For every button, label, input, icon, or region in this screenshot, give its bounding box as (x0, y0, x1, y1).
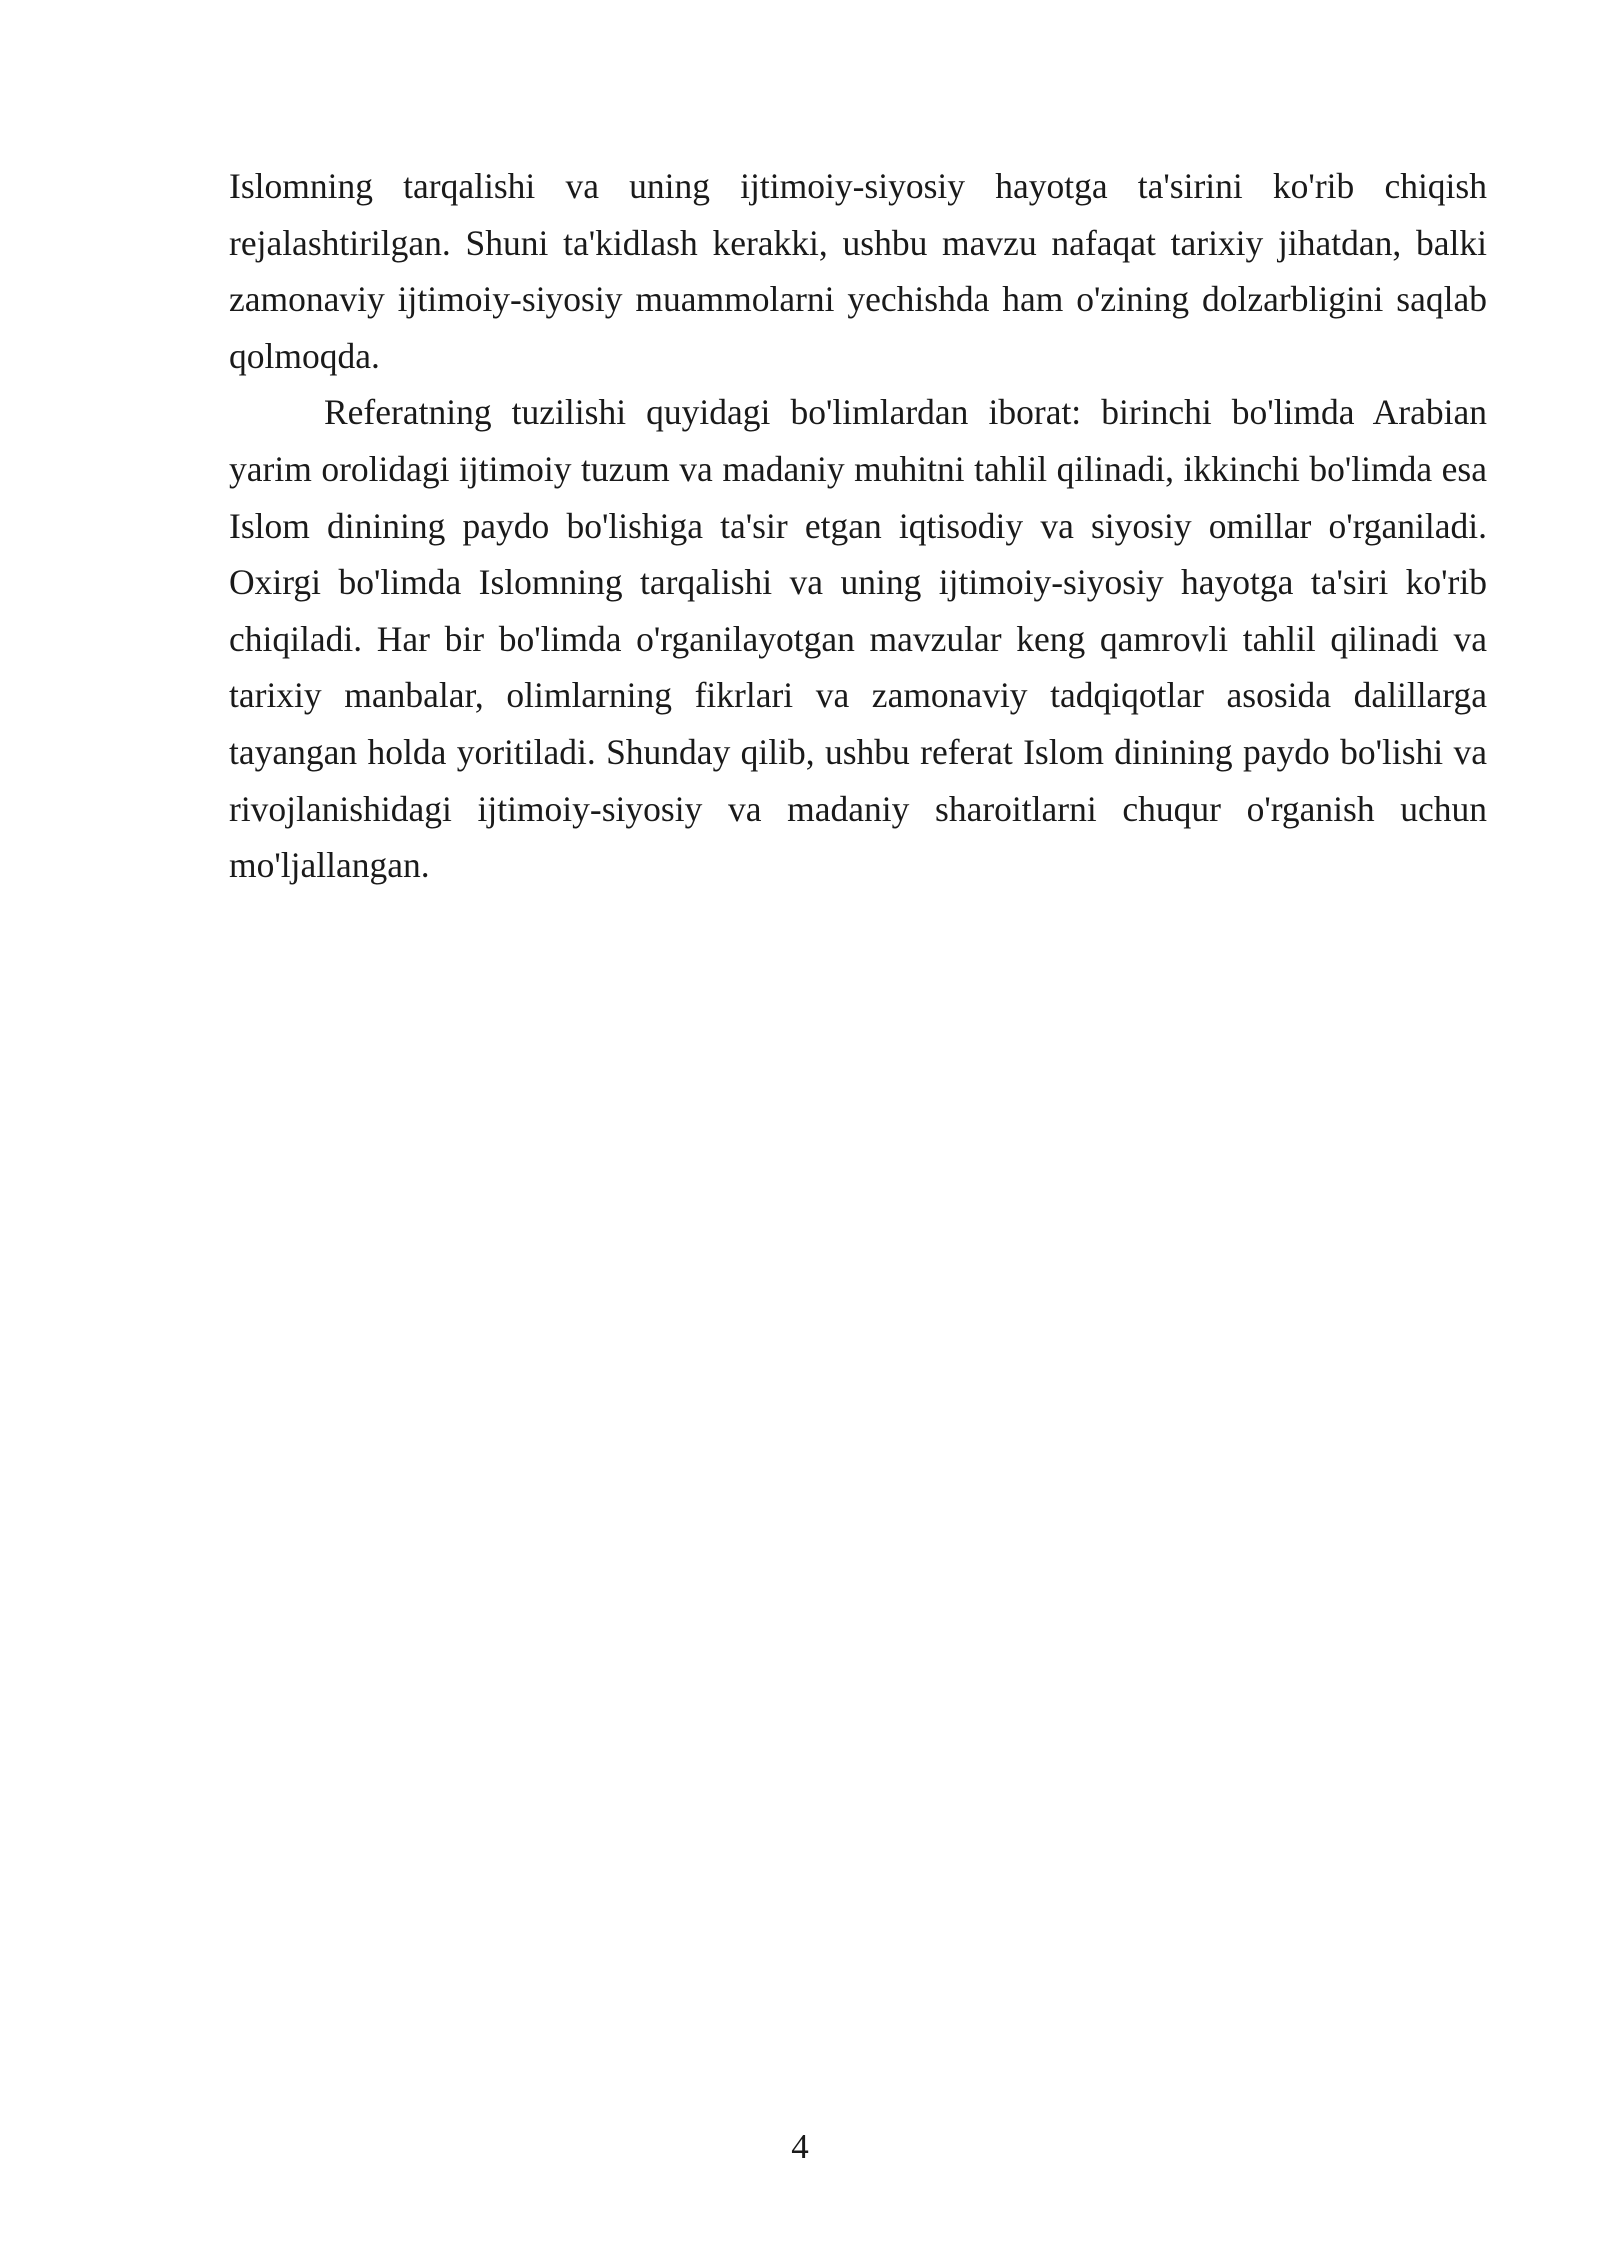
paragraph-continuation: Islomning tarqalishi va uning ijtimoiy-siyosiy hayotga ta'sirini ko'rib chiqish rejalashtirilgan. Shuni ta'kidlash kerakki, ushbu mavzu nafaqat tarixiy jihatdan, balki zamonaviy ijtimoiy-siyosiy muammolarni yechishda ham o'zining dolzarbligini saqlab qolmoqda. (229, 166, 1487, 376)
body-text (229, 158, 1487, 894)
page-number: 4 (791, 2127, 809, 2166)
paragraph-structure: Referatning tuzilishi quyidagi bo'limlardan iborat: birinchi bo'limda Arabian yarim orolidagi ijtimoiy tuzum va madaniy muhitni tahlil qilinadi, ikkinchi bo'limda esa Islom dinining paydo bo'lishiga ta'sir etgan iqtisodiy va siyosiy omillar o'rganiladi. Oxirgi bo'limda Islomning tarqalishi va uning ijtimoiy-siyosiy hayotga ta'siri ko'rib chiqiladi. Har bir bo'limda o'rganilayotgan mavzular keng qamrovli tahlil qilinadi va tarixiy manbalar, olimlarning fikrlari va zamonaviy tadqiqotlar asosida dalillarga tayangan holda yoritiladi. Shunday qilib, ushbu referat Islom dinining paydo bo'lishi va rivojlanishidagi ijtimoiy-siyosiy va madaniy sharoitlarni chuqur o'rganish uchun mo'ljallangan. (229, 392, 1487, 886)
